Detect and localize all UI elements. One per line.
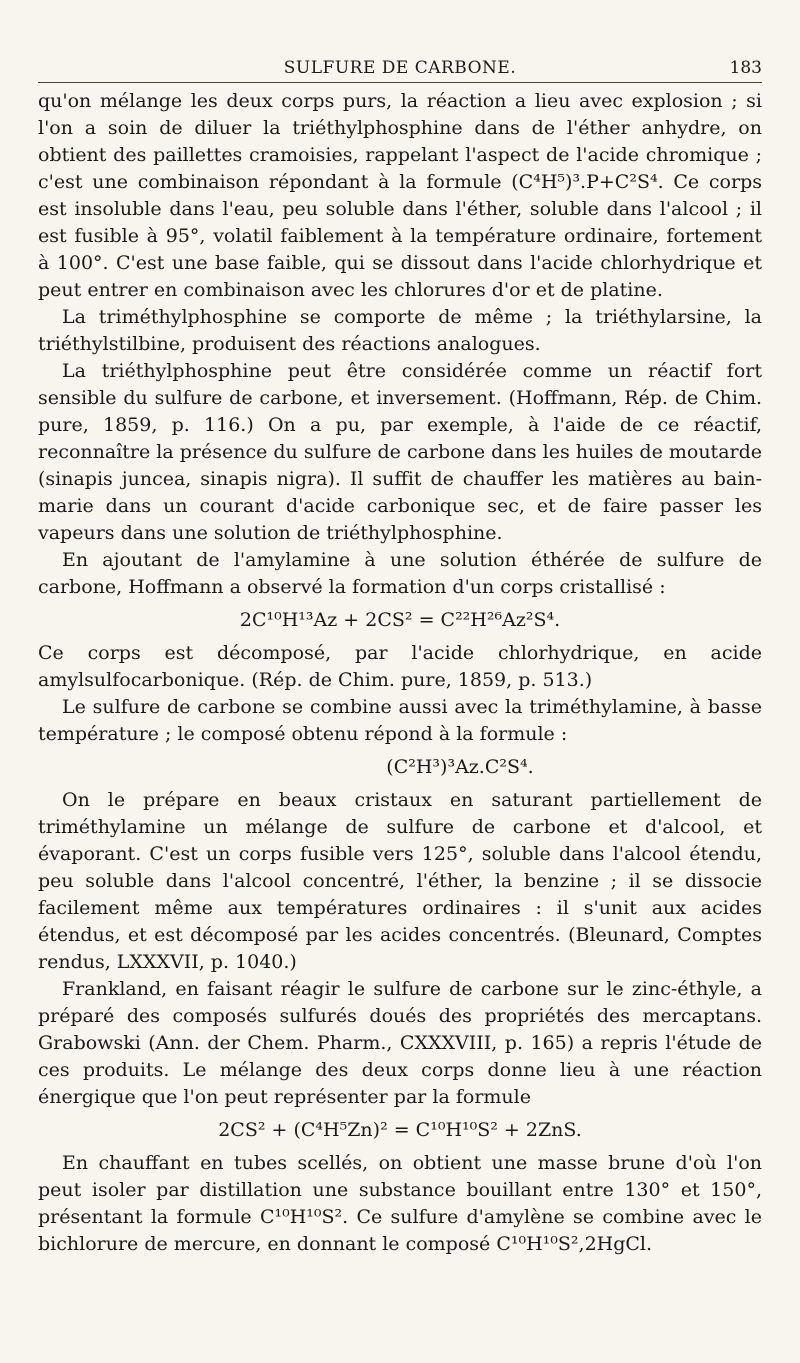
formula: 2CS² + (C⁴H⁵Zn)² = C¹⁰H¹⁰S² + 2ZnS. xyxy=(218,1119,582,1141)
paragraph: Frankland, en faisant réagir le sulfure de carbone sur le zinc-éthyle, a préparé des composés sulfurés doués des propriétés des mercaptans. Grabowski (Ann. der Chem. Pharm., CXXXVIII, p. 165) a repris l'étude de ces produits. Le mélange des deux corps donne lieu à une réaction énergique que l'on peut représenter par la formule xyxy=(38,978,762,1108)
page-header xyxy=(38,56,762,83)
paragraph: Ce corps est décomposé, par l'acide chlorhydrique, en acide amylsulfocarbonique. (Rép. de Chim. pure, 1859, p. 513.) xyxy=(38,642,762,691)
paragraph: La triéthylphosphine peut être considérée comme un réactif fort sensible du sulfure de carbone, et inversement. (Hoffmann, Rép. de Chim. pure, 1859, p. 116.) On a pu, par exemple, à l'aide de ce réactif, reconnaître la présence du sulfure de carbone dans les huiles de moutarde (sinapis juncea, sinapis nigra). Il suffit de chauffer les matières au bain-marie dans un courant d'acide carbonique sec, et de faire passer les vapeurs dans une solution de triéthylphosphine. xyxy=(38,360,763,544)
paragraph: qu'on mélange les deux corps purs, la réaction a lieu avec explosion ; si l'on a soin de diluer la triéthylphosphine dans de l'éther anhydre, on obtient des paillettes cramoisies, rappelant l'aspect de l'acide chromique ; c'est une combinaison répondant à la formule (C⁴H⁵)³.P+C²S⁴. Ce corps est insoluble dans l'eau, peu soluble dans l'éther, soluble dans l'alcool ; il est fusible à 95°, volatil faiblement à la température ordinaire, fortement à 100°. C'est une base faible, qui se dissout dans l'acide chlorhydrique et peut entrer en combinaison avec les chlorures d'or et de platine. xyxy=(38,90,762,301)
page-number: 183 xyxy=(729,58,762,78)
paragraph: En chauffant en tubes scellés, on obtient une masse brune d'où l'on peut isoler par distillation une substance bouillant entre 130° et 150°, présentant la formule C¹⁰H¹⁰S². Ce sulfure d'amylène se combine avec le bichlorure de mercure, en donnant le composé C¹⁰H¹⁰S²,2HgCl. xyxy=(38,1152,762,1255)
paragraph: Le sulfure de carbone se combine aussi avec la triméthylamine, à basse température ; le composé obtenu répond à la formule : xyxy=(38,696,762,745)
formula: 2C¹⁰H¹³Az + 2CS² = C²²H²⁶Az²S⁴. xyxy=(239,609,561,631)
body-text xyxy=(38,88,762,1258)
formula: (C²H³)³Az.C²S⁴. xyxy=(386,756,534,778)
paragraph: On le prépare en beaux cristaux en saturant partiellement de triméthylamine un mélange de sulfure de carbone et d'alcool, et évaporant. C'est un corps fusible vers 125°, soluble dans l'alcool étendu, peu soluble dans l'alcool concentré, l'éther, la benzine ; il se dissocie facilement même aux températures ordinaires : il s'unit aux acides étendus, et est décomposé par les acides concentrés. (Bleunard, Comptes rendus, LXXXVII, p. 1040.) xyxy=(38,789,762,973)
running-head: SULFURE DE CARBONE. xyxy=(283,58,517,78)
paragraph: En ajoutant de l'amylamine à une solution éthérée de sulfure de carbone, Hoffmann a observé la formation d'un corps cristallisé : xyxy=(38,549,762,598)
paragraph: La triméthylphosphine se comporte de même ; la triéthylarsine, la triéthylstilbine, produisent des réactions analogues. xyxy=(38,306,762,355)
